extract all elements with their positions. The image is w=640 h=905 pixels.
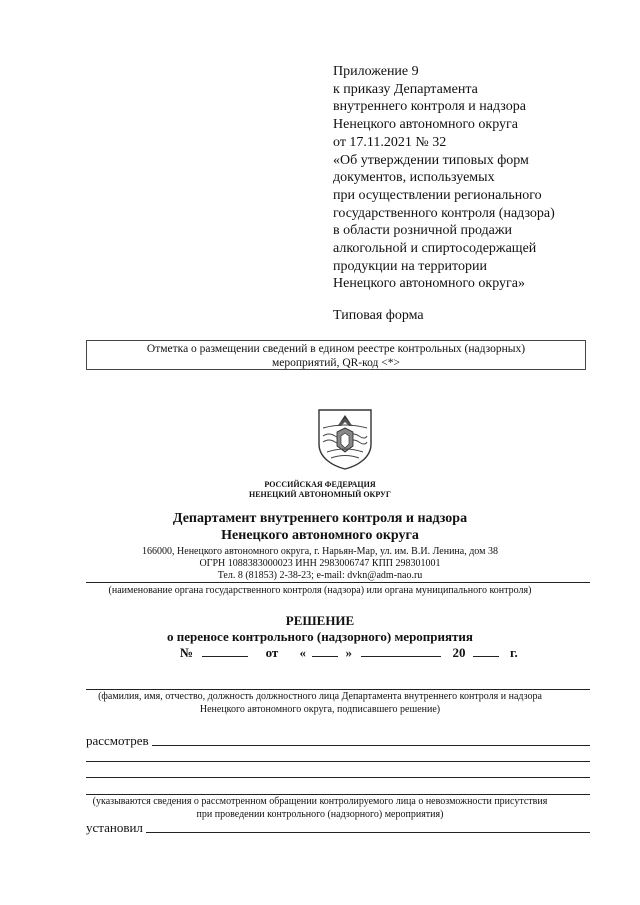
considered-fill-line-1[interactable] bbox=[152, 745, 590, 746]
official-caption-line-1: (фамилия, имя, отчество, должность должностного лица Департамента внутреннего контроля и надзора bbox=[98, 691, 542, 702]
appendix-line: Ненецкого автономного округа» bbox=[333, 276, 525, 292]
appendix-line: документов, используемых bbox=[333, 170, 495, 186]
from-label: от bbox=[265, 645, 279, 660]
appendix-line: Приложение 9 bbox=[333, 64, 419, 79]
official-caption-line-2: Ненецкого автономного округа, подписавшего решение) bbox=[199, 704, 441, 715]
considered-label: рассмотрев bbox=[86, 733, 149, 748]
established-label: установил bbox=[86, 820, 143, 835]
appendix-line: внутреннего контроля и надзора bbox=[333, 99, 526, 115]
header-divider bbox=[86, 582, 590, 583]
form-type-label: Типовая форма bbox=[333, 308, 424, 323]
number-label: № bbox=[180, 645, 194, 660]
year-prefix: 20 bbox=[452, 645, 466, 660]
appendix-line: в области розничной продажи bbox=[333, 223, 513, 239]
quote-close: » bbox=[345, 645, 353, 660]
decision-subtitle: о переносе контрольного (надзорного) мероприятия bbox=[167, 629, 473, 644]
appendix-line: от 17.11.2021 № 32 bbox=[333, 134, 447, 150]
year-suffix: г. bbox=[510, 645, 518, 660]
year-field[interactable] bbox=[473, 644, 499, 657]
appendix-line: государственного контроля (надзора) bbox=[333, 205, 555, 221]
number-field[interactable] bbox=[202, 644, 248, 657]
region-name: НЕНЕЦКИЙ АВТОНОМНЫЙ ОКРУГ bbox=[248, 490, 391, 499]
considered-caption-line-2: при проведении контрольного (надзорного) мероприятия) bbox=[196, 809, 444, 820]
considered-fill-line-3[interactable] bbox=[86, 777, 590, 778]
department-contacts: Тел. 8 (81853) 2-38-23; e-mail: dvkn@adm-nao.ru bbox=[217, 570, 423, 581]
decision-number-date-line bbox=[180, 644, 518, 661]
appendix-line: при осуществлении регионального bbox=[333, 187, 542, 203]
considered-fill-line-2[interactable] bbox=[86, 761, 590, 762]
appendix-line: алкогольной и спиртосодержащей bbox=[333, 241, 537, 257]
day-field[interactable] bbox=[312, 644, 338, 657]
authority-caption: (наименование органа государственного контроля (надзора) или органа муниципального контроля) bbox=[108, 585, 532, 596]
coat-of-arms-icon bbox=[315, 406, 375, 471]
qr-box-line-1: Отметка о размещении сведений в едином реестре контрольных (надзорных) bbox=[146, 343, 526, 355]
department-name-line-2: Ненецкого автономного округа bbox=[221, 528, 419, 543]
department-name-line-1: Департамент внутреннего контроля и надзора bbox=[172, 511, 468, 526]
department-address: 166000, Ненецкого автономного округа, г. Нарьян-Мар, ул. им. В.И. Ленина, дом 38 bbox=[142, 546, 498, 557]
decision-title: РЕШЕНИЕ bbox=[285, 613, 355, 628]
qr-box-line-2: мероприятий, QR-код <*> bbox=[272, 357, 400, 369]
appendix-line: к приказу Департамента bbox=[333, 81, 478, 97]
appendix-block bbox=[333, 63, 623, 293]
appendix-line: Ненецкого автономного округа bbox=[333, 117, 518, 133]
department-registration: ОГРН 1088383000023 ИНН 2983006747 КПП 298301001 bbox=[199, 558, 441, 569]
established-fill-line[interactable] bbox=[146, 832, 590, 833]
qr-registry-box bbox=[86, 340, 586, 370]
appendix-line: «Об утверждении типовых форм bbox=[333, 152, 529, 168]
quote-open: « bbox=[299, 645, 307, 660]
country-name: РОССИЙСКАЯ ФЕДЕРАЦИЯ bbox=[264, 480, 376, 489]
appendix-line: продукции на территории bbox=[333, 258, 487, 274]
considered-caption-line-1: (указываются сведения о рассмотренном обращении контролируемого лица о невозможности присутствия bbox=[92, 796, 548, 807]
month-field[interactable] bbox=[361, 644, 441, 657]
